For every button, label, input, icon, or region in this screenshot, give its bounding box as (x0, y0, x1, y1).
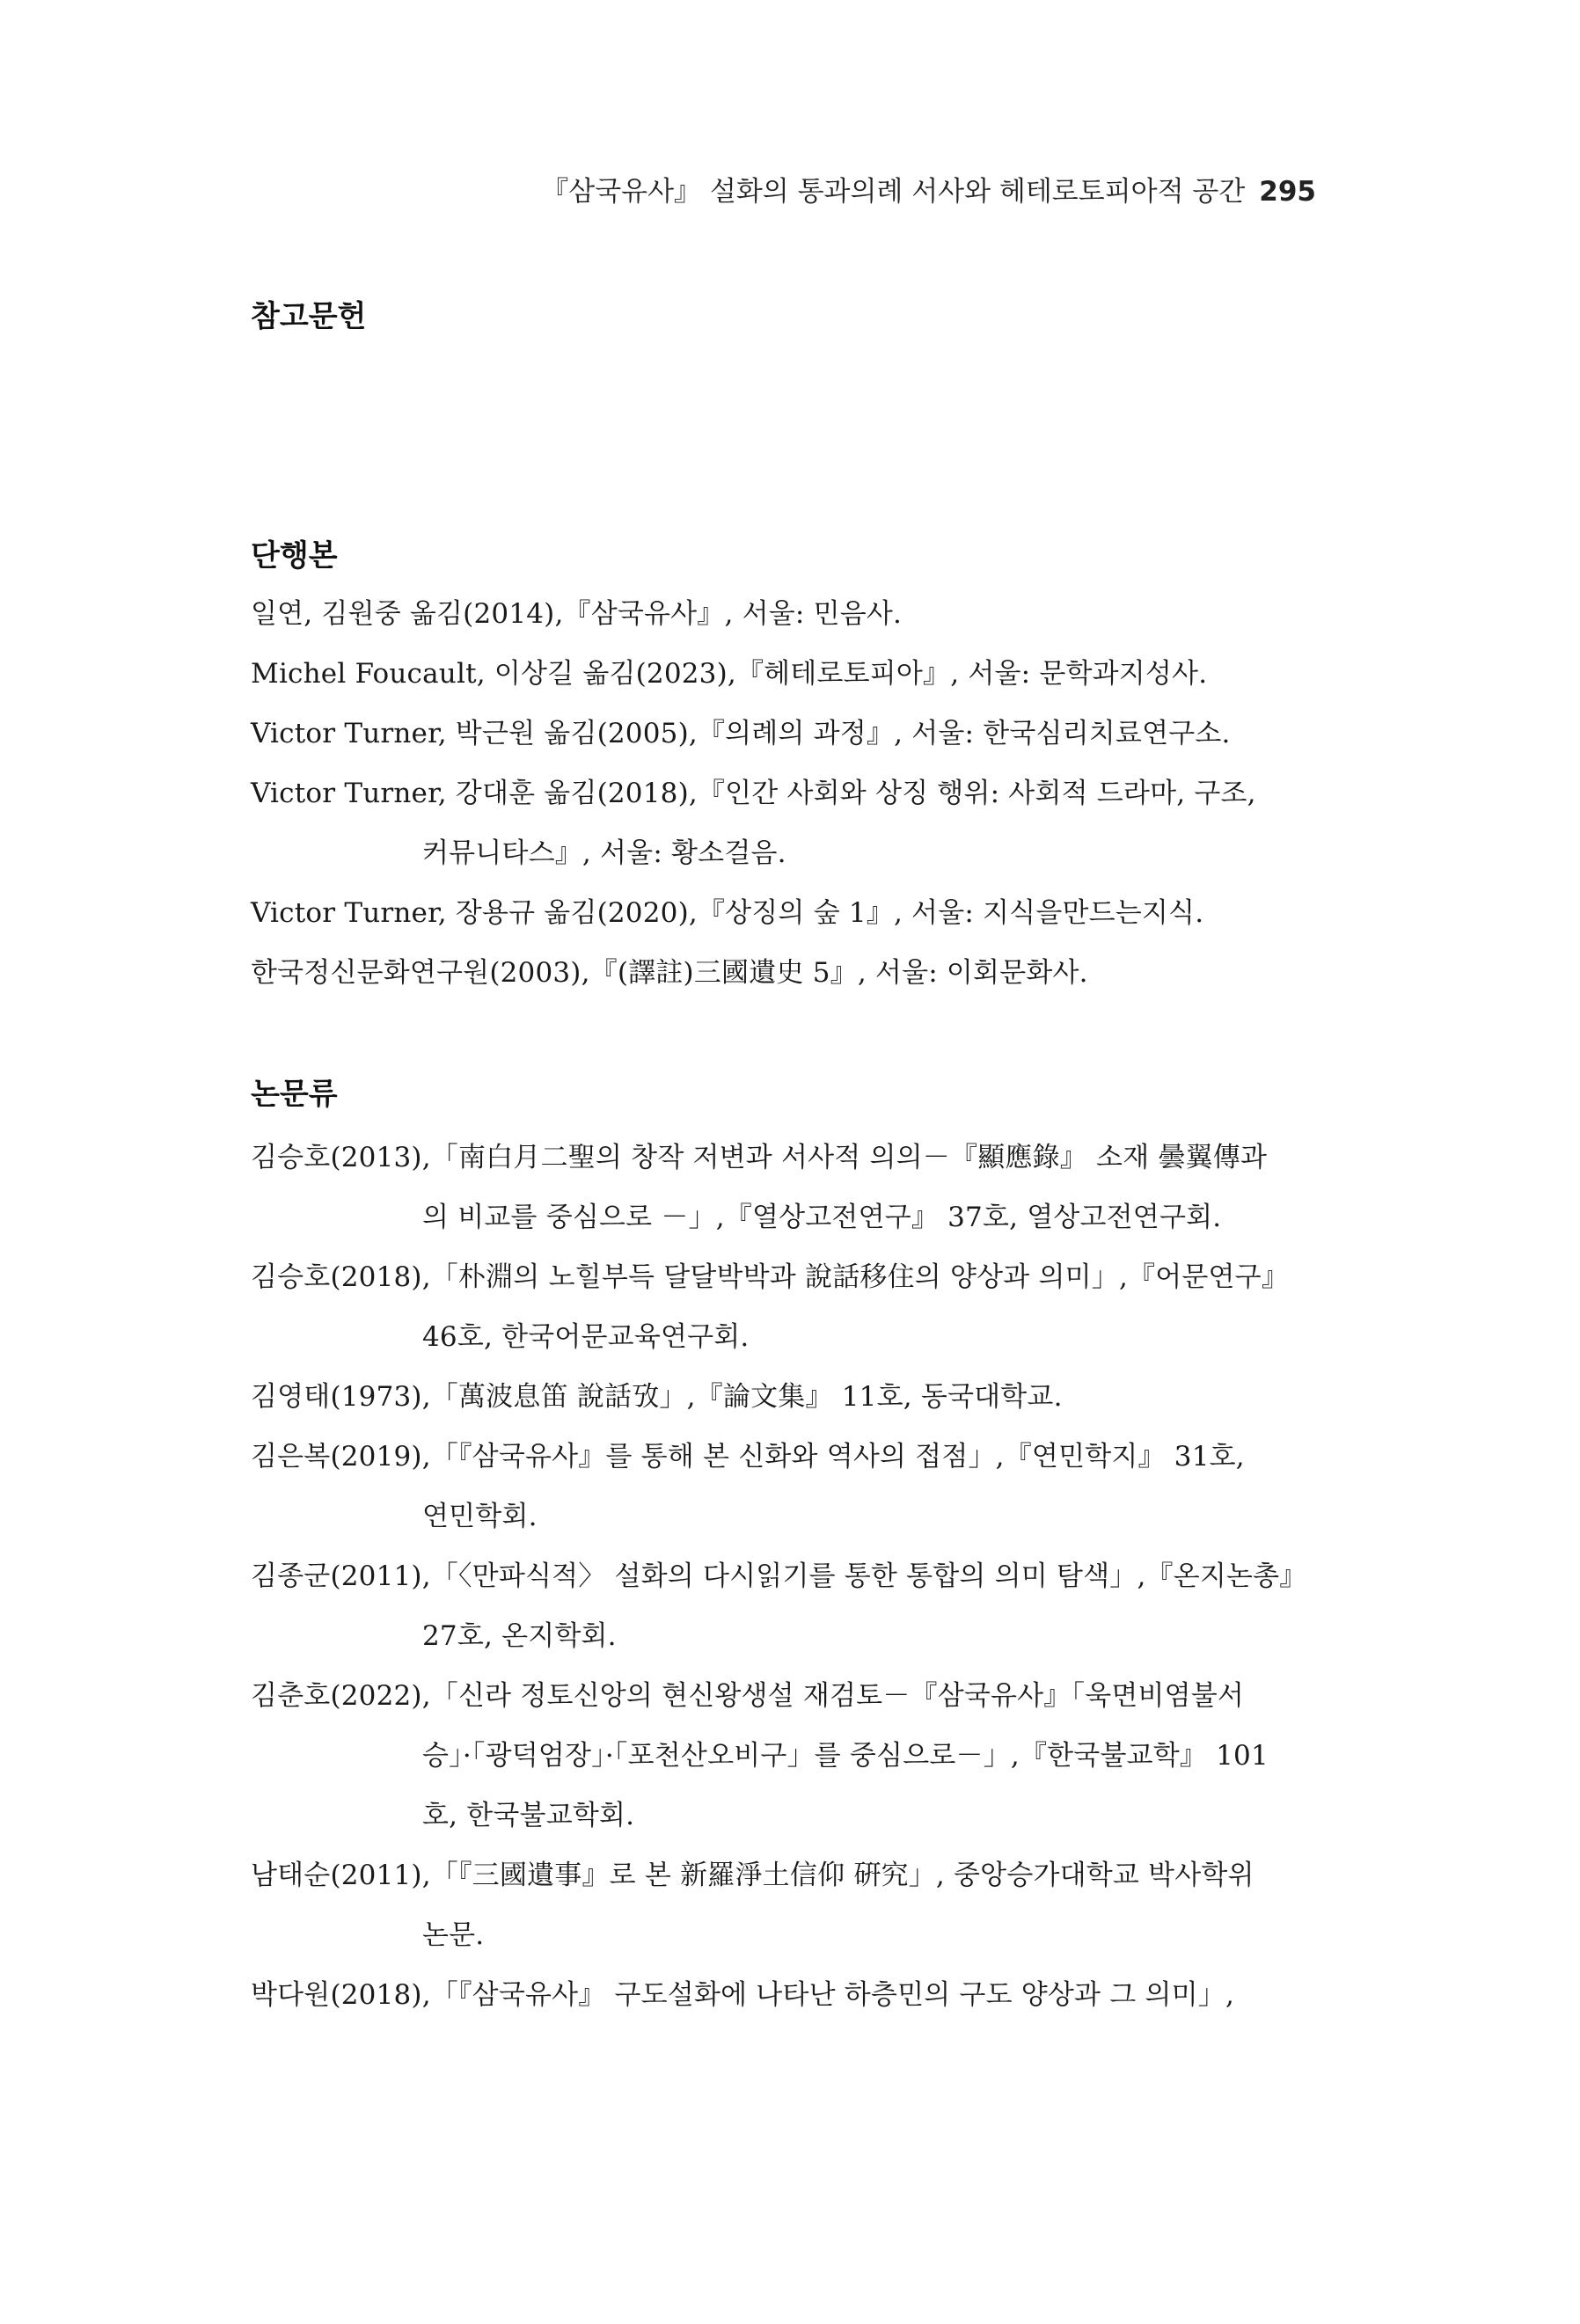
monographs-heading: 단행본 (251, 538, 338, 574)
reference-line: 김종군(2011),「〈만파식적〉 설화의 다시읽기를 통한 통합의 의미 탐색」,『온지논총』 (251, 1560, 1307, 1592)
reference-line: 김영태(1973),「萬波息笛 說話攷」,『論文集』 11호, 동국대학교. (251, 1381, 1063, 1413)
reference-line-continued: 연민학회. (422, 1501, 538, 1532)
reference-entry (251, 644, 1324, 704)
reference-line: Victor Turner, 강대훈 옮김(2018),『인간 사회와 상징 행위: 사회적 드라마, 구조, (251, 778, 1256, 809)
monographs-list (251, 584, 1324, 1003)
reference-entry (251, 1845, 1324, 1965)
reference-entry (251, 584, 1324, 644)
papers-list (251, 1128, 1324, 2025)
reference-entry (251, 883, 1324, 943)
running-head-title: 『삼국유사』 설화의 통과의례 서사와 헤테로토피아적 공간 (541, 176, 1246, 208)
reference-line-continued: 의 비교를 중심으로 －」,『열상고전연구』 37호, 열상고전연구회. (422, 1202, 1222, 1233)
reference-entry (251, 1427, 1324, 1546)
reference-line-continued: 승」·「광덕엄장」·「포천산오비구」를 중심으로－」,『한국불교학』 101 (422, 1740, 1269, 1772)
reference-line-continued: 호, 한국불교학회. (422, 1800, 635, 1831)
reference-line: Victor Turner, 장용규 옮김(2020),『상징의 숲 1』, 서울: 지식을만드는지식. (251, 897, 1204, 929)
reference-entry (251, 1367, 1324, 1427)
reference-entry (251, 764, 1324, 883)
reference-line-continued: 27호, 온지학회. (422, 1620, 617, 1652)
reference-entry (251, 1546, 1324, 1666)
reference-line: 김승호(2018),「朴淵의 노힐부득 달달박박과 說話移住의 양상과 의미」,『어문연구』 (251, 1261, 1290, 1293)
reference-entry (251, 943, 1324, 1003)
reference-line: 한국정신문화연구원(2003),『(譯註)三國遺史 5』, 서울: 이회문화사. (251, 957, 1088, 989)
reference-entry (251, 1128, 1324, 1247)
reference-entry (251, 1965, 1324, 2025)
reference-line: 김춘호(2022),「신라 정토신앙의 현신왕생설 재검토－『삼국유사』「욱면비염불서 (251, 1680, 1245, 1712)
papers-heading: 논문류 (251, 1077, 338, 1112)
reference-line: 김은복(2019),「『삼국유사』를 통해 본 신화와 역사의 접점」,『연민학지』 31호, (251, 1441, 1245, 1473)
reference-line: 남태순(2011),「『三國遺事』로 본 新羅淨土信仰 硏究」, 중앙승가대학교 박사학위 (251, 1860, 1254, 1891)
page-number: 295 (1259, 176, 1316, 208)
reference-line-continued: 46호, 한국어문교육연구회. (422, 1321, 750, 1353)
reference-entry (251, 1247, 1324, 1367)
section-title: 참고문헌 (251, 299, 367, 334)
reference-line: Michel Foucault, 이상길 옮김(2023),『헤테로토피아』, 서울: 문학과지성사. (251, 658, 1208, 690)
reference-line-continued: 논문. (422, 1919, 485, 1951)
reference-entry (251, 1666, 1324, 1845)
reference-line: 일연, 김원중 옮김(2014),『삼국유사』, 서울: 민음사. (251, 598, 903, 630)
reference-line-continued: 커뮤니타스』, 서울: 황소걸음. (422, 837, 786, 869)
reference-line: 박다원(2018),「『삼국유사』 구도설화에 나타난 하층민의 구도 양상과 그 의미」, (251, 1979, 1235, 2011)
reference-line: Victor Turner, 박근원 옮김(2005),『의례의 과정』, 서울: 한국심리치료연구소. (251, 718, 1231, 749)
reference-line: 김승호(2013),「南白月二聖의 창작 저변과 서사적 의의－『顯應錄』 소재 曇翼傳과 (251, 1142, 1268, 1173)
running-head (541, 174, 1316, 209)
reference-entry (251, 704, 1324, 764)
